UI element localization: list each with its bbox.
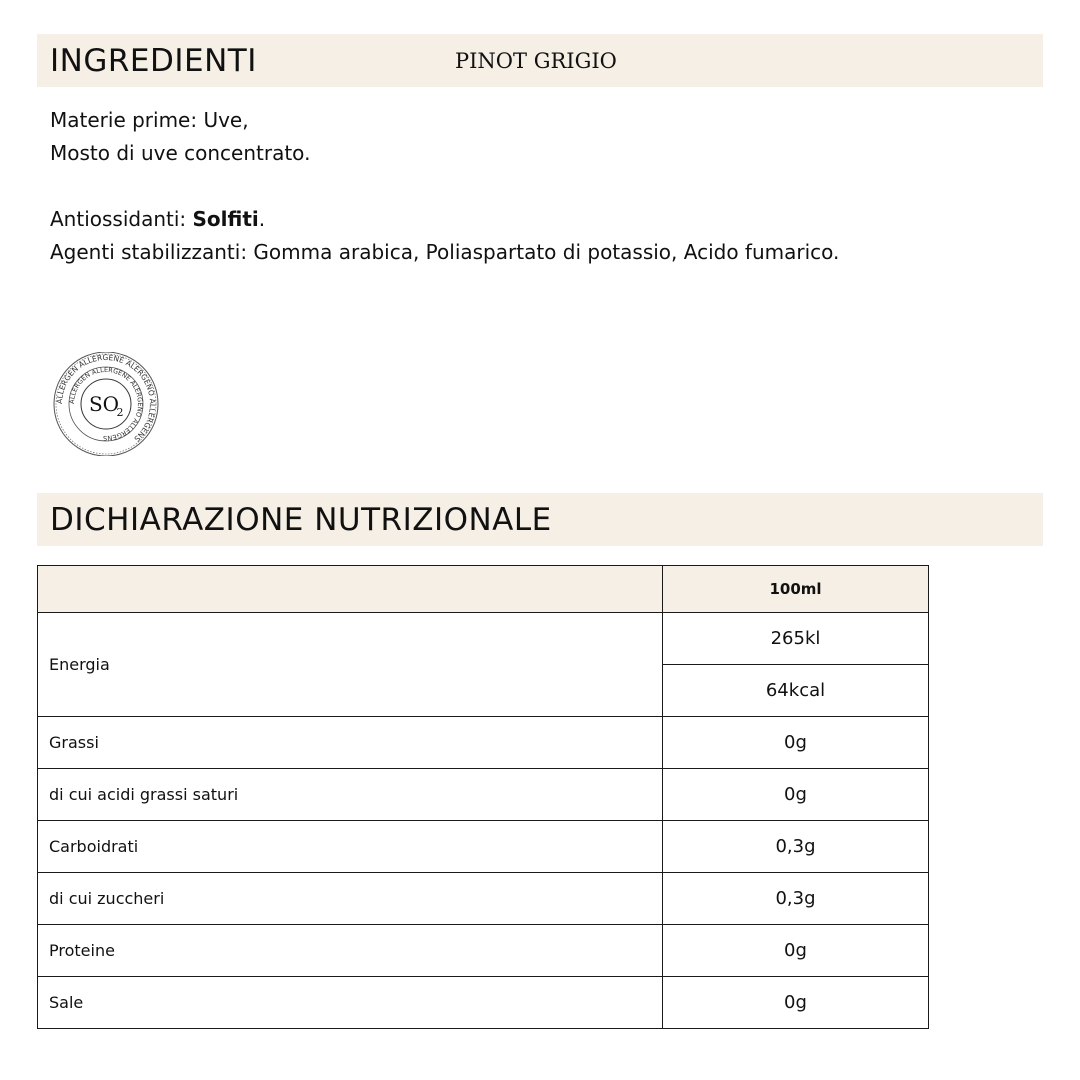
row-label: Carboidrati (38, 821, 663, 873)
table-row (38, 977, 929, 1029)
row-label: Proteine (38, 925, 663, 977)
table-row (38, 613, 929, 665)
antioxidants-end: . (258, 207, 266, 231)
stamp-inner-ring-text: ALLERGEN ALLERGENE ALERGENO ALLERGENS (67, 365, 145, 443)
row-value: 0g (663, 977, 929, 1029)
table-row (38, 717, 929, 769)
energy-kcal-value: 64kcal (663, 665, 929, 717)
table-row (38, 925, 929, 977)
row-value: 0g (663, 925, 929, 977)
antioxidants-value: Solfiti (192, 207, 259, 231)
antioxidants-label: Antiossidanti: (50, 207, 193, 231)
nutrition-header-row (38, 566, 929, 613)
row-label: di cui zuccheri (38, 873, 663, 925)
ingredients-header-band (37, 34, 1043, 87)
nutrition-title: DICHIARAZIONE NUTRIZIONALE (50, 502, 552, 538)
energy-kj-value: 265kl (663, 613, 929, 665)
stamp-so-text: SO (88, 392, 120, 416)
ingredients-title: INGREDIENTI (50, 43, 257, 79)
row-value: 0,3g (663, 821, 929, 873)
ingredients-spacer (50, 170, 839, 203)
stamp-ring-text: ALLERGEN ALLERGENE ALERGENO ALLERGENS (54, 352, 158, 444)
ingredients-raw-materials: Materie prime: Uve, (50, 108, 249, 132)
column-header-100ml: 100ml (663, 566, 929, 613)
row-label: Grassi (38, 717, 663, 769)
ingredients-must: Mosto di uve concentrato. (50, 141, 311, 165)
row-label: Sale (38, 977, 663, 1029)
allergen-so2-stamp-icon (50, 352, 162, 456)
ingredients-stabilizers: Agenti stabilizzanti: Gomma arabica, Poliaspartato di potassio, Acido fumarico. (50, 240, 840, 264)
ingredients-list (50, 104, 839, 269)
energy-label: Energia (38, 613, 663, 717)
ingredients-antioxidants (50, 203, 839, 236)
nutrition-table (37, 565, 929, 1029)
header-blank-cell (38, 566, 663, 613)
product-name: PINOT GRIGIO (455, 49, 617, 73)
row-value: 0,3g (663, 873, 929, 925)
stamp-subscript: 2 (116, 406, 124, 419)
table-row (38, 821, 929, 873)
table-row (38, 873, 929, 925)
table-row (38, 769, 929, 821)
row-value: 0g (663, 717, 929, 769)
nutrition-header-band (37, 493, 1043, 546)
row-label: di cui acidi grassi saturi (38, 769, 663, 821)
row-value: 0g (663, 769, 929, 821)
